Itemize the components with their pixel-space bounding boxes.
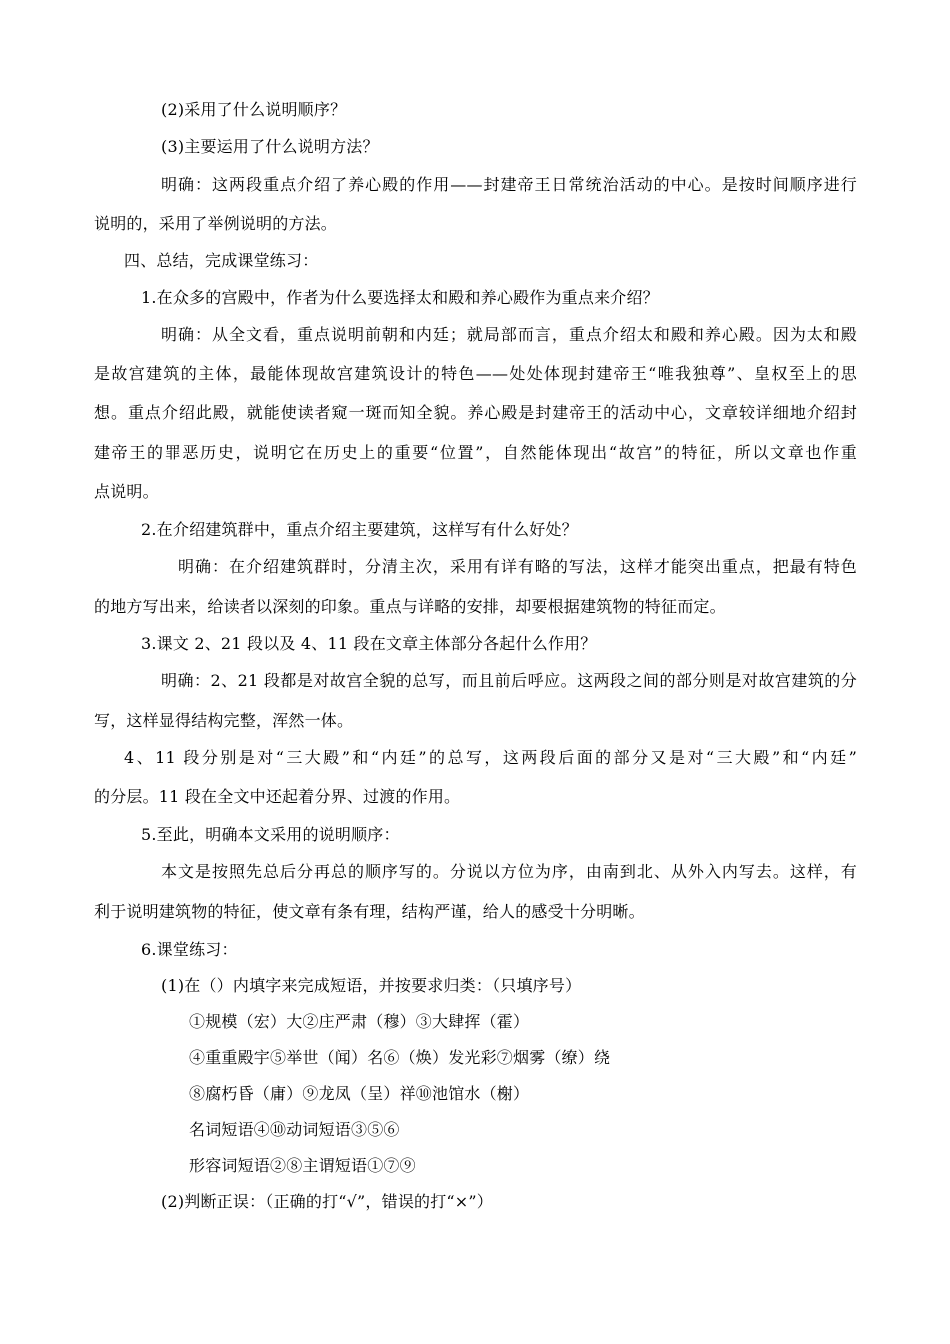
answer-paragraph-line: 明确：这两段重点介绍了养心殿的作用——封建帝王日常统治活动的中心。是按时间顺序进行	[161, 175, 857, 194]
exercise-1-answer: 形容词短语②⑧主谓短语①⑦⑨	[189, 1156, 416, 1175]
answer-paragraph-line: 是故宫建筑的主体，最能体现故宫建筑设计的特色——处处体现封建帝王“唯我独尊”、皇权至上的思	[94, 364, 857, 383]
question-2-order: (2)采用了什么说明顺序？	[161, 100, 347, 119]
question-3-method: (3)主要运用了什么说明方法？	[161, 137, 379, 156]
answer-paragraph-line: 想。重点介绍此殿，就能使读者窥一斑而知全貌。养心殿是封建帝王的活动中心，文章较详细地介绍封	[94, 403, 857, 422]
answer-paragraph-line: 本文是按照先总后分再总的顺序写的。分说以方位为序，由南到北、从外入内写去。这样，有	[161, 862, 857, 881]
answer-paragraph-line: 明确：在介绍建筑群时，分清主次，采用有详有略的写法，这样才能突出重点，把最有特色	[178, 557, 857, 576]
answer-paragraph-line: 点说明。	[94, 482, 159, 501]
exercise-1-items: ⑧腐朽昏（庸）⑨龙凤（呈）祥⑩池馆水（榭）	[189, 1084, 530, 1103]
answer-paragraph-line: 说明的，采用了举例说明的方法。	[94, 214, 338, 233]
question-3: 3.课文 2、21 段以及 4、11 段在文章主体部分各起什么作用？	[141, 634, 597, 653]
answer-paragraph-line: 的分层。11 段在全文中还起着分界、过渡的作用。	[94, 787, 461, 806]
answer-paragraph-line: 4、11 段分别是对“三大殿”和“内廷”的总写，这两段后面的部分又是对“三大殿”和“内廷”	[124, 748, 857, 767]
answer-paragraph-line: 明确：从全文看，重点说明前朝和内廷；就局部而言，重点介绍太和殿和养心殿。因为太和殿	[161, 325, 857, 344]
exercise-1-answer: 名词短语④⑩动词短语③⑤⑥	[189, 1120, 400, 1139]
answer-paragraph-line: 写，这样显得结构完整，浑然一体。	[94, 711, 354, 730]
answer-paragraph-line: 明确：2、21 段都是对故宫全貌的总写，而且前后呼应。这两段之间的部分则是对故宫建筑的分	[161, 671, 857, 690]
exercise-heading: 6.课堂练习：	[141, 940, 238, 959]
section-heading-summary: 四、总结，完成课堂练习：	[124, 251, 319, 270]
answer-paragraph-line: 建帝王的罪恶历史，说明它在历史上的重要“位置”，自然能体现出“故宫”的特征，所以文章也作重	[94, 443, 857, 462]
question-5: 5.至此，明确本文采用的说明顺序：	[141, 825, 400, 844]
exercise-2-instruction: (2)判断正误：（正确的打“√”，错误的打“×”）	[161, 1192, 493, 1211]
exercise-1-items: ④重重殿宇⑤举世（闻）名⑥（焕）发光彩⑦烟雾（缭）绕	[189, 1048, 611, 1067]
answer-paragraph-line: 利于说明建筑物的特征，使文章有条有理，结构严谨，给人的感受十分明晰。	[94, 902, 645, 921]
question-2: 2.在介绍建筑群中，重点介绍主要建筑，这样写有什么好处？	[141, 520, 578, 539]
question-1: 1.在众多的宫殿中，作者为什么要选择太和殿和养心殿作为重点来介绍？	[141, 288, 659, 307]
answer-paragraph-line: 的地方写出来，给读者以深刻的印象。重点与详略的安排，却要根据建筑物的特征而定。	[94, 597, 726, 616]
exercise-1-items: ①规模（宏）大②庄严肃（穆）③大肆挥（霍）	[189, 1012, 530, 1031]
exercise-1-instruction: (1)在（）内填字来完成短语，并按要求归类：（只填序号）	[161, 976, 582, 995]
